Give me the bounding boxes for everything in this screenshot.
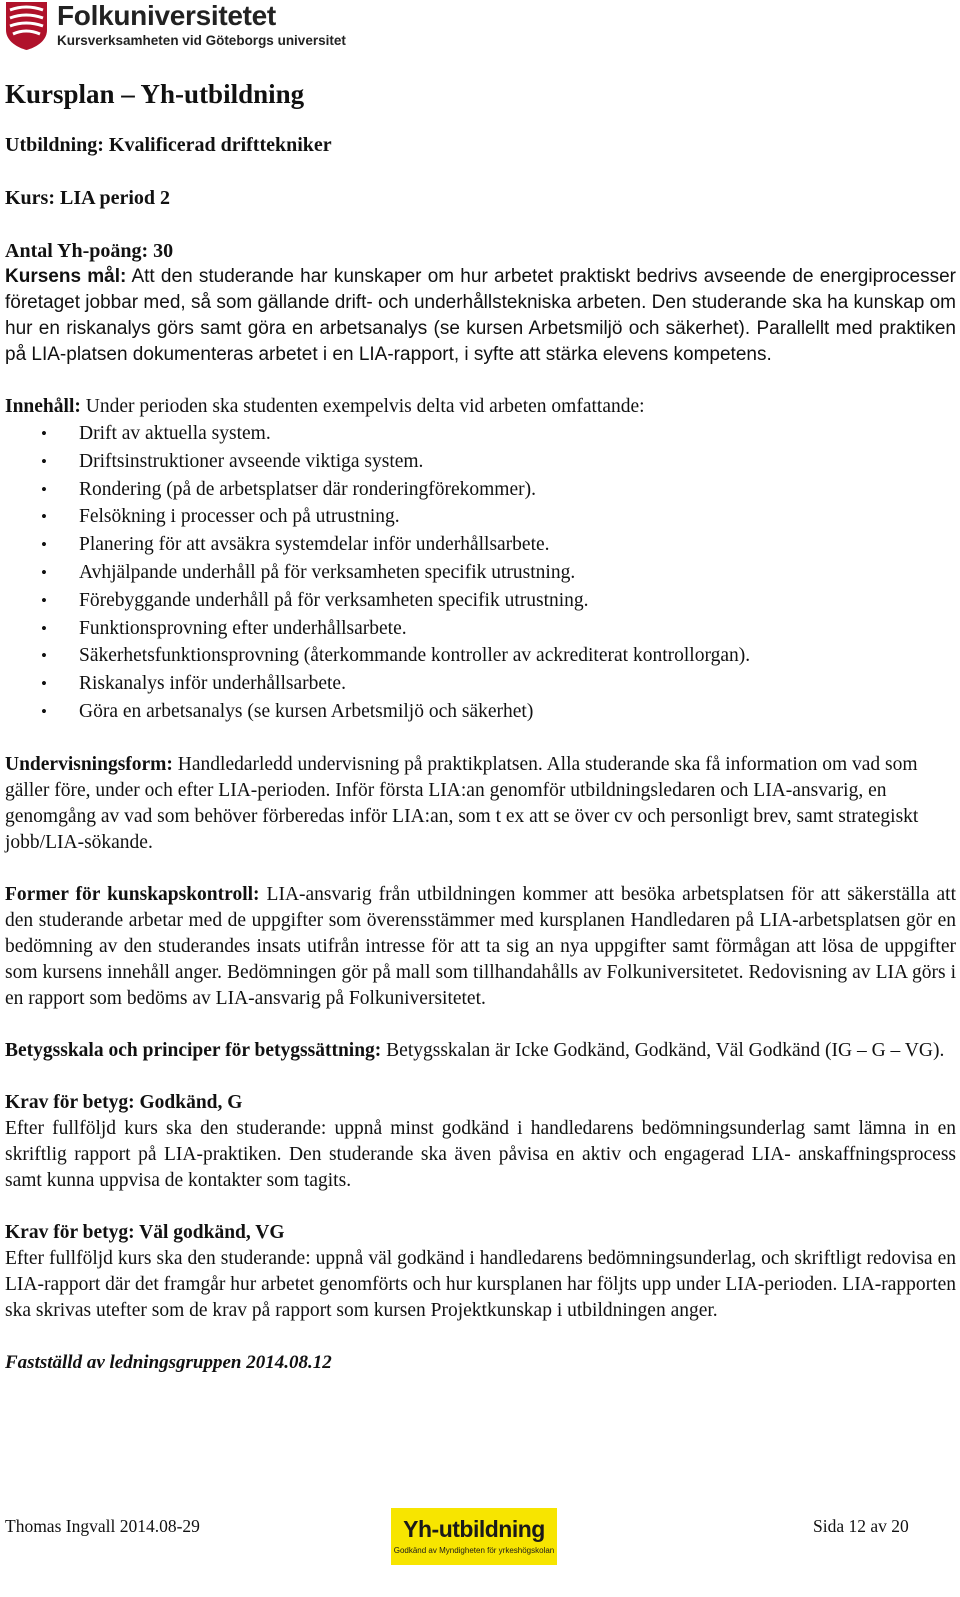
grade-vg-text: Efter fullföljd kurs ska den studerande: uppnå väl godkänd i handledarens bedömningsunderlag, och skriftligt redovisa en LIA-rapport där det framgår hur arbetet genomförts och hur kursplanen har följts upp under LIA-perioden. LIA-rapporten ska skrivas utefter som de krav på rapport som kursen Projektkunskap i utbildningen anger. <box>5 1247 956 1321</box>
grade-g-heading-text: Krav för betyg: Godkänd, G <box>5 1091 243 1113</box>
assessment-paragraph <box>5 882 956 1012</box>
footer-page-number: Sida 12 av 20 <box>813 1516 909 1536</box>
grade-vg-heading <box>5 1220 956 1246</box>
document-body <box>5 70 956 1376</box>
content-intro <box>5 394 956 420</box>
yh-badge-title: Yh-utbildning <box>403 1516 545 1542</box>
yh-badge-subtitle: Godkänd av Myndigheten för yrkeshögskolan <box>393 1546 555 1555</box>
org-subtitle: Kursverksamheten vid Göteborgs universitet <box>57 33 346 48</box>
program-line: Utbildning: Kvalificerad drifttekniker <box>5 134 332 156</box>
list-item: • Felsökning i processer och på utrustning. <box>5 503 956 531</box>
grading-text: Betygsskalan är Icke Godkänd, Godkänd, Väl Godkänd (IG – G – VG). <box>381 1039 945 1061</box>
footer-author: Thomas Ingvall 2014.08-29 <box>5 1516 200 1536</box>
content-label: Innehåll: <box>5 396 81 417</box>
points-line: Antal Yh-poäng: 30 <box>5 240 174 262</box>
assessment-label: Former för kunskapskontroll: <box>5 883 260 905</box>
assessment-text: LIA-ansvarig från utbildningen kommer att besöka arbetsplatsen för att säkerställa att den studerande arbetar med de uppgifter som överensstämmer med kursplanen Handledaren på LIA-arbetsplatsen gör en bedömning av den studerandes insats utifrån intresse för att ta sig an nya uppgifter samt förmågan att lösa de uppgifter som kursens innehåll anger. Bedömningen gör på mall som tillhandahålls av Folkuniversitetet. Redovisning av LIA görs i en rapport som bedöms av LIA-ansvarig på Folkuniversitetet. <box>5 883 956 1009</box>
teaching-paragraph <box>5 752 956 856</box>
list-item: • Göra en arbetsanalys (se kursen Arbetsmiljö och säkerhet) <box>5 698 956 726</box>
course-line: Kurs: LIA period 2 <box>5 187 171 209</box>
teaching-label: Undervisningsform: <box>5 753 173 775</box>
content-list <box>5 420 956 726</box>
org-name: Folkuniversitetet <box>57 0 276 31</box>
list-item: • Driftsinstruktioner avseende viktiga system. <box>5 448 956 476</box>
page-footer <box>5 1508 955 1568</box>
list-item: • Förebyggande underhåll på för verksamheten specifik utrustning. <box>5 587 956 615</box>
list-item: • Säkerhetsfunktionsprovning (återkommande kontroller av ackrediterat kontrollorgan). <box>5 642 956 670</box>
list-item: • Riskanalys inför underhållsarbete. <box>5 670 956 698</box>
goals-text: Att den studerande har kunskaper om hur arbetet praktiskt bedrivs avseende de energiprocesser företaget jobbar med, så som gällande drift- och underhållstekniska arbeten. Den studerande ska ha kunskap om hur en riskanalys görs samt göra en arbetsanalys (se kursen Arbetsmiljö och säkerhet). Parallellt med praktiken på LIA-platsen dokumenteras arbetet i en LIA-rapport, i syfte att stärka elevens kompetens. <box>5 266 956 365</box>
content-intro-text: Under perioden ska studenten exempelvis delta vid arbeten omfattande: <box>80 396 645 417</box>
list-item: • Avhjälpande underhåll på för verksamheten specifik utrustning. <box>5 559 956 587</box>
list-item: • Rondering (på de arbetsplatser där ronderingförekommer). <box>5 476 956 504</box>
grade-g-heading <box>5 1090 956 1116</box>
folkuniversitetet-logo <box>4 0 346 52</box>
grade-vg-heading-text: Krav för betyg: Väl godkänd, VG <box>5 1221 285 1243</box>
list-item: • Drift av aktuella system. <box>5 420 956 448</box>
goals-label: Kursens mål: <box>5 266 127 287</box>
yh-utbildning-badge <box>391 1508 557 1565</box>
grade-vg-section <box>5 1220 956 1324</box>
list-item: • Funktionsprovning efter underhållsarbete. <box>5 615 956 643</box>
list-item: • Planering för att avsäkra systemdelar inför underhållsarbete. <box>5 531 956 559</box>
approval-line: Fastställd av ledningsgruppen 2014.08.12 <box>5 1351 332 1373</box>
content-section <box>5 394 956 726</box>
goals-paragraph <box>5 264 956 368</box>
teaching-text: Handledarledd undervisning på praktikplatsen. Alla studerande ska få information om vad som gäller före, under och efter LIA-perioden. Inför första LIA:an genomför utbildningsledaren och LIA-ansvarig, en genomgång av vad som behöver förberedas inför LIA:an, som t ex att se över cv och personligt brev, samt strategiskt jobb/LIA-sökande. <box>5 753 919 853</box>
page-title: Kursplan – Yh-utbildning <box>5 79 305 109</box>
folkuniversitetet-emblem-icon <box>4 0 49 50</box>
grade-g-section <box>5 1090 956 1194</box>
grading-paragraph <box>5 1038 956 1064</box>
grade-g-text: Efter fullföljd kurs ska den studerande: uppnå minst godkänd i handledarens bedömningsunderlag samt lämna in en skriftlig rapport på LIA-praktiken. Den studerande ska även påvisa en aktiv och engagerad LIA- anskaffningsprocess samt kunna uppvisa de kontakter som tagits. <box>5 1117 956 1191</box>
grading-label: Betygsskala och principer för betygssättning: <box>5 1039 382 1061</box>
